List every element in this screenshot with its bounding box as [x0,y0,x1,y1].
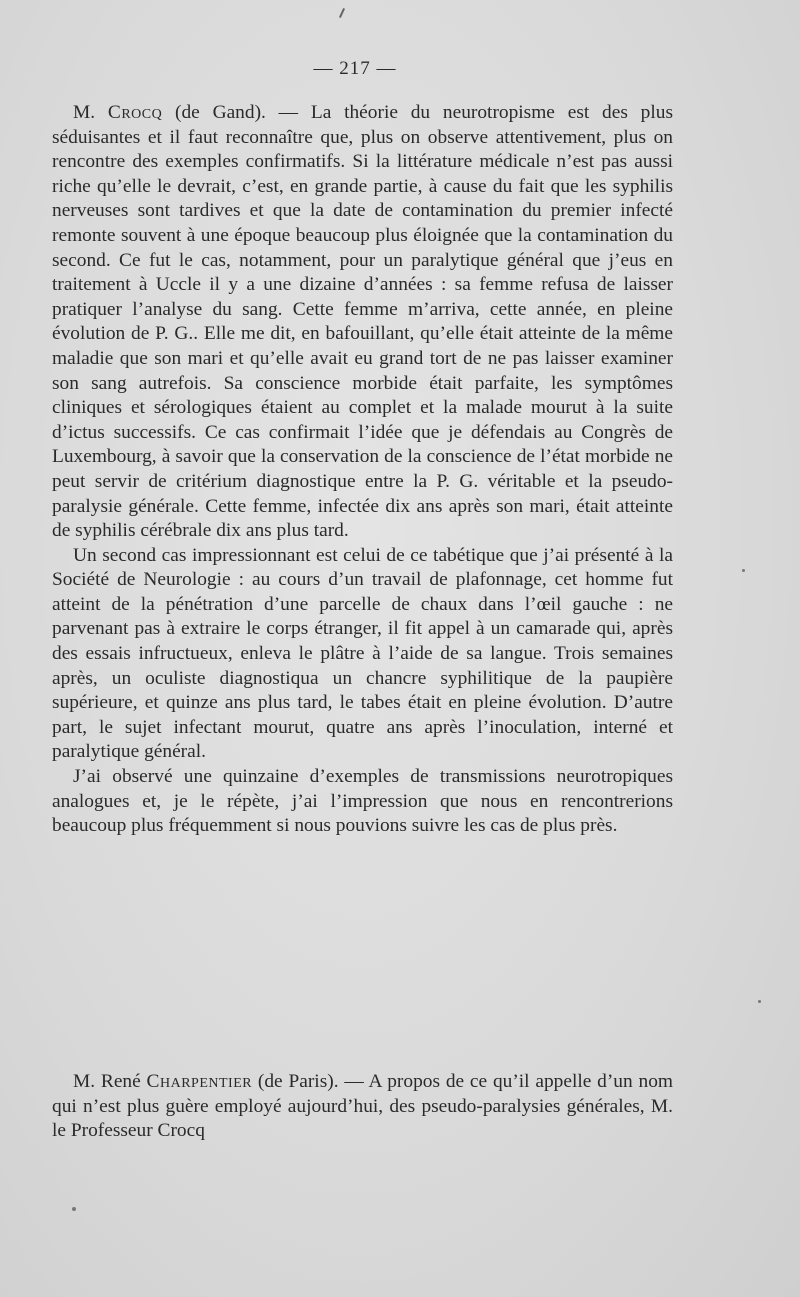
paper-speck [72,1207,76,1211]
paragraph-observations: J’ai observé une quinzaine d’exemples de transmissions neurotropiques analogues et, je le répète, j’ai l’impression que nous en rencontrerions beaucoup plus fréquemment si nous pouvions suivre les cas de plus près. [52,766,673,837]
paragraph-second-case: Un second cas impressionnant est celui de ce tabétique que j’ai présenté à la Société de Neurologie : au cours d’un travail de plafonnage, cet homme fut atteint de la pénétration d’une parcelle de chaux dans l’œil gauche : ne parvenant pas à extraire le corps étranger, il fit appel à un camarade qui, après des essais infructueux, enleva le plâtre à l’aide de sa langue. Trois semaines après, un oculiste diagnostiqua un chancre syphilitique de la paupière supérieure, et quinze ans plus tard, le tabes était en pleine évolution. D’autre part, le sujet infectant mourut, quatre ans après l’inoculation, interné et paralytique général. [52,544,673,763]
paragraph-text: A propos de ce qu’il appelle d’un nom qui n’est plus guère employé aujourd’hui, des pseudo-paralysies générales, M. le Professeur Crocq [52,1071,673,1142]
paper-speck [742,569,745,572]
speaker-prefix: M. René [73,1071,147,1092]
reply-block [52,1070,673,1144]
paragraph-charpentier [52,1070,673,1144]
paragraph-text: La théorie du neurotropisme est des plus séduisantes et il faut reconnaître que, plus on observe attentivement, plus on rencontre des exemples confirmatifs. Si la littérature médicale n’est pas aussi riche qu’elle le devrait, c’est, en grande partie, à cause du fait que les syphilis nerveuses sont tardives et que la date de contamination du premier infecté remonte souvent à une époque beaucoup plus éloignée que la contamination du second. Ce fut le cas, notamment, pour un paralytique général que j’eus en traitement à Uccle il y a une dizaine d’années : sa femme refusa de laisser pratiquer l’analyse du sang. Cette femme m’arriva, cette année, en pleine évolution de P. G.. Elle me dit, en bafouillant, qu’elle était atteinte de la même maladie que son mari et qu’elle avait eu grand tort de ne pas laisser examiner son sang autrefois. Sa conscience morbide était parfaite, les symptômes cliniques et sérologiques étaient au complet et la malade mourut à la suite d’ictus successifs. Ce cas confirmait l’idée que je défendais au Congrès de Luxembourg, à savoir que la conservation de la conscience de l’état morbide ne peut servir de critérium diagnostique entre la P. G. véritable et la pseudo-paralysie générale. Cette femme, infectée dix ans après son mari, était atteinte de syphilis cérébrale dix ans plus tard. [52,102,674,542]
page-number: — 217 — [313,58,397,79]
speaker-origin: (de Paris). — [252,1071,369,1092]
speaker-prefix: M. [73,102,108,123]
speaker-origin: (de Gand). — [162,102,311,123]
speaker-name: Charpentier [146,1071,253,1092]
pencil-mark [339,8,345,18]
paragraph-crocq [52,101,673,544]
discussion-block [52,101,673,839]
speaker-name: Crocq [107,102,163,123]
paper-speck [758,1000,761,1003]
